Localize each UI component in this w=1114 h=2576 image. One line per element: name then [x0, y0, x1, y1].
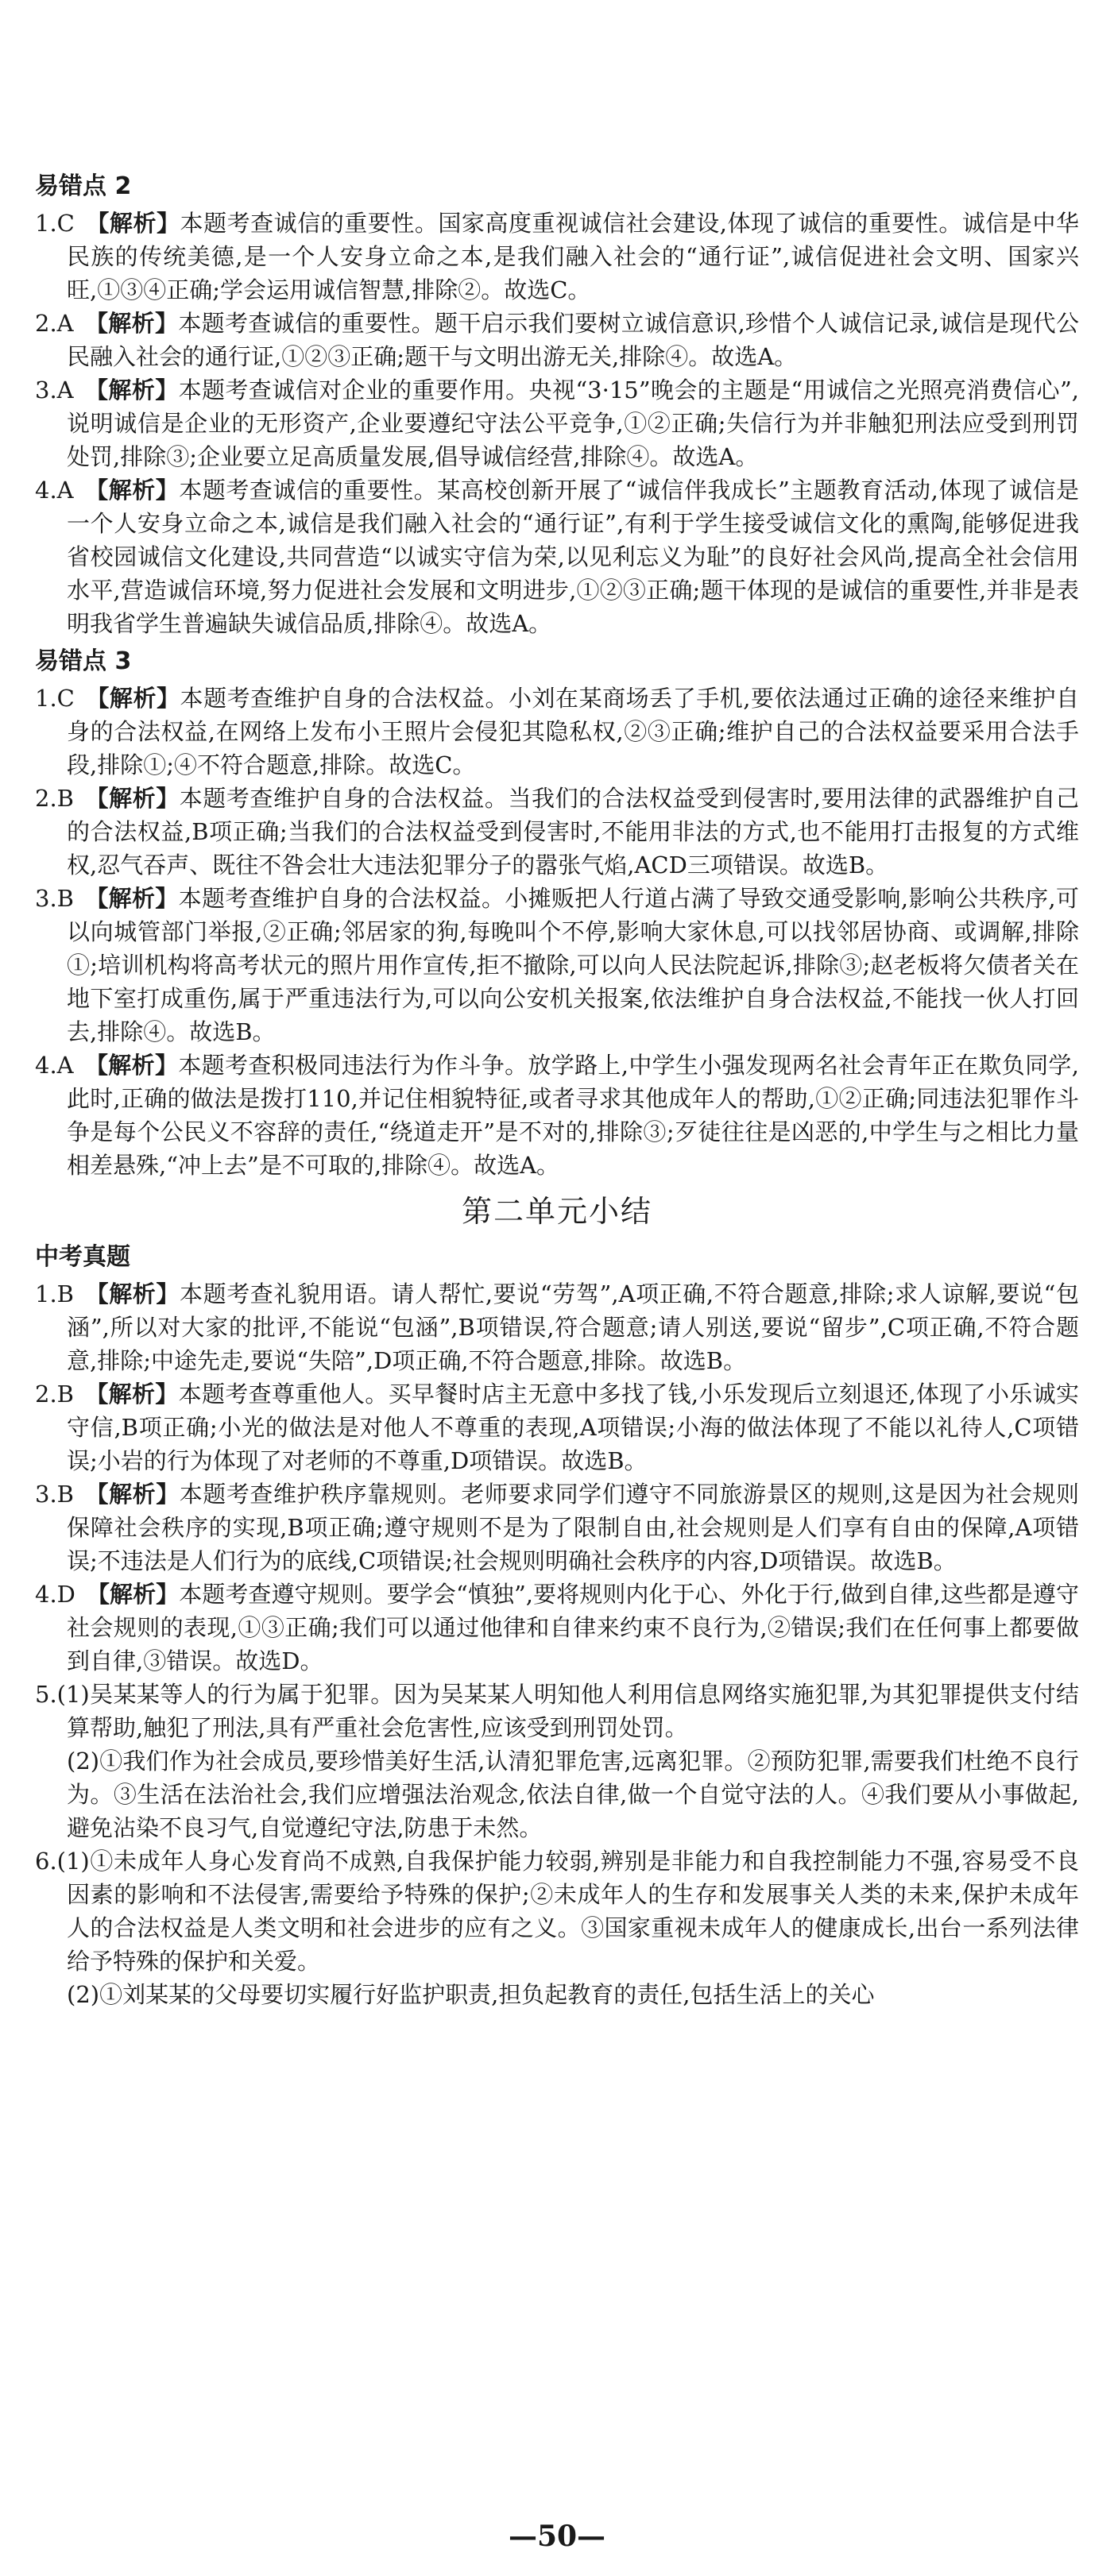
answer-subparagraph: (2)①刘某某的父母要切实履行好监护职责,担负起教育的责任,包括生活上的关心 — [67, 1981, 875, 2008]
answer-item: 1.B 【解析】本题考查礼貌用语。请人帮忙,要说“劳驾”,A项正确,不符合题意,排除;求人谅解,要说“包涵”,所以对大家的批评,不能说“包涵”,B项错误,符合题意;请人别送,要说“留步”,C项正确,不符合题意,排除;中途先走,要说“失陪”,D项正确,不符合题意,排除。故选B。 — [35, 1280, 1079, 1374]
section-error-point-3 — [35, 643, 1079, 1182]
section-heading: 易错点 3 — [35, 647, 132, 675]
section-error-point-2 — [35, 168, 1079, 640]
answer-item: 4.D 【解析】本题考查遵守规则。要学会“慎独”,要将规则内化于心、外化于行,做到自律,这些都是遵守社会规则的表现,①③正确;我们可以通过他律和自律来约束不良行为,②错误;我们在任何事上都要做到自律,③错误。故选D。 — [35, 1581, 1079, 1674]
answer-item: 2.A 【解析】本题考查诚信的重要性。题干启示我们要树立诚信意识,珍惜个人诚信记录,诚信是现代公民融入社会的通行证,①②③正确;题干与文明出游无关,排除④。故选A。 — [35, 310, 1079, 370]
answer-item: 1.C 【解析】本题考查维护自身的合法权益。小刘在某商场丢了手机,要依法通过正确的途径来维护自身的合法权益,在网络上发布小王照片会侵犯其隐私权,②③正确;维护自己的合法权益要采用合法手段,排除①;④不符合题意,排除。故选C。 — [35, 685, 1079, 778]
answer-item: 3.B 【解析】本题考查维护秩序靠规则。老师要求同学们遵守不同旅游景区的规则,这是因为社会规则保障社会秩序的实现,B项正确;遵守规则不是为了限制自由,社会规则是人们享有自由的保障,A项错误;不违法是人们行为的底线,C项错误;社会规则明确社会秩序的内容,D项错误。故选B。 — [35, 1481, 1079, 1574]
section-heading: 易错点 2 — [35, 172, 132, 200]
answer-item: 4.A 【解析】本题考查诚信的重要性。某高校创新开展了“诚信伴我成长”主题教育活动,体现了诚信是一个人安身立命之本,诚信是我们融入社会的“通行证”,有利于学生接受诚信文化的熏陶,能够促进我省校园诚信文化建设,共同营造“以诚实守信为荣,以见利忘义为耻”的良好社会风尚,提高全社会信用水平,营造诚信环境,努力促进社会发展和文明进步,①②③正确;题干体现的是诚信的重要性,并非是表明我省学生普遍缺失诚信品质,排除④。故选A。 — [35, 477, 1079, 637]
answer-item: 1.C 【解析】本题考查诚信的重要性。国家高度重视诚信社会建设,体现了诚信的重要性。诚信是中华民族的传统美德,是一个人安身立命之本,是我们融入社会的“通行证”,诚信促进社会文明、国家兴旺,①③④正确;学会运用诚信智慧,排除②。故选C。 — [35, 210, 1079, 303]
answer-item: 2.B 【解析】本题考查尊重他人。买早餐时店主无意中多找了钱,小乐发现后立刻退还,体现了小乐诚实守信,B项正确;小光的做法是对他人不尊重的表现,A项错误;小海的做法体现了不能以礼待人,C项错误;小岩的行为体现了对老师的不尊重,D项错误。故选B。 — [35, 1381, 1079, 1474]
answer-item: 3.B 【解析】本题考查维护自身的合法权益。小摊贩把人行道占满了导致交通受影响,影响公共秩序,可以向城管部门举报,②正确;邻居家的狗,每晚叫个不停,影响大家休息,可以找邻居协商、或调解,排除①;培训机构将高考状元的照片用作宣传,拒不撤除,可以向人民法院起诉,排除③;赵老板将欠债者关在地下室打成重伤,属于严重违法行为,可以向公安机关报案,依法维护自身合法权益,不能找一伙人打回去,排除④。故选B。 — [35, 885, 1079, 1045]
section-heading: 中考真题 — [35, 1243, 130, 1271]
answer-item: 4.A 【解析】本题考查积极同违法行为作斗争。放学路上,中学生小强发现两名社会青年正在欺负同学,此时,正确的做法是拨打110,并记住相貌特征,或者寻求其他成年人的帮助,①②正确;同违法犯罪作斗争是每个公民义不容辞的责任,“绕道走开”是不对的,排除③;歹徒往往是凶恶的,中学生与之相比力量相差悬殊,“冲上去”是不可取的,排除④。故选A。 — [35, 1052, 1079, 1179]
answer-item: 2.B 【解析】本题考查维护自身的合法权益。当我们的合法权益受到侵害时,要用法律的武器维护自己的合法权益,B项正确;当我们的合法权益受到侵害时,不能用非法的方式,也不能用打击报复的方式维权,忍气吞声、既往不咎会壮大违法犯罪分子的嚣张气焰,ACD三项错误。故选B。 — [35, 785, 1079, 879]
answer-item: 3.A 【解析】本题考查诚信对企业的重要作用。央视“3·15”晚会的主题是“用诚信之光照亮消费信心”,说明诚信是企业的无形资产,企业要遵纪守法公平竞争,①②正确;失信行为并非触犯刑法应受到刑罚处罚,排除③;企业要立足高质量发展,倡导诚信经营,排除④。故选A。 — [35, 377, 1079, 470]
unit-summary-title: 第二单元小结 — [461, 1194, 652, 1229]
answer-item: 5.(1)吴某某等人的行为属于犯罪。因为吴某某人明知他人利用信息网络实施犯罪,为其犯罪提供支付结算帮助,触犯了刑法,具有严重社会危害性,应该受到刑罚处罚。 — [35, 1681, 1079, 1741]
answer-item: 6.(1)①未成年人身心发育尚不成熟,自我保护能力较弱,辨别是非能力和自我控制能力不强,容易受不良因素的影响和不法侵害,需要给予特殊的保护;②未成年人的生存和发展事关人类的未来,保护未成年人的合法权益是人类文明和社会进步的应有之义。③国家重视未成年人的健康成长,出台一系列法律给予特殊的保护和关爱。 — [35, 1848, 1079, 1975]
page-number: —50— — [508, 2520, 606, 2553]
section-zhongkao — [35, 1239, 1079, 2011]
answer-subparagraph: (2)①我们作为社会成员,要珍惜美好生活,认清犯罪危害,远离犯罪。②预防犯罪,需要我们杜绝不良行为。③生活在法治社会,我们应增强法治观念,依法自律,做一个自觉守法的人。④我们要从小事做起,避免沾染不良习气,自觉遵纪守法,防患于未然。 — [67, 1748, 1079, 1841]
